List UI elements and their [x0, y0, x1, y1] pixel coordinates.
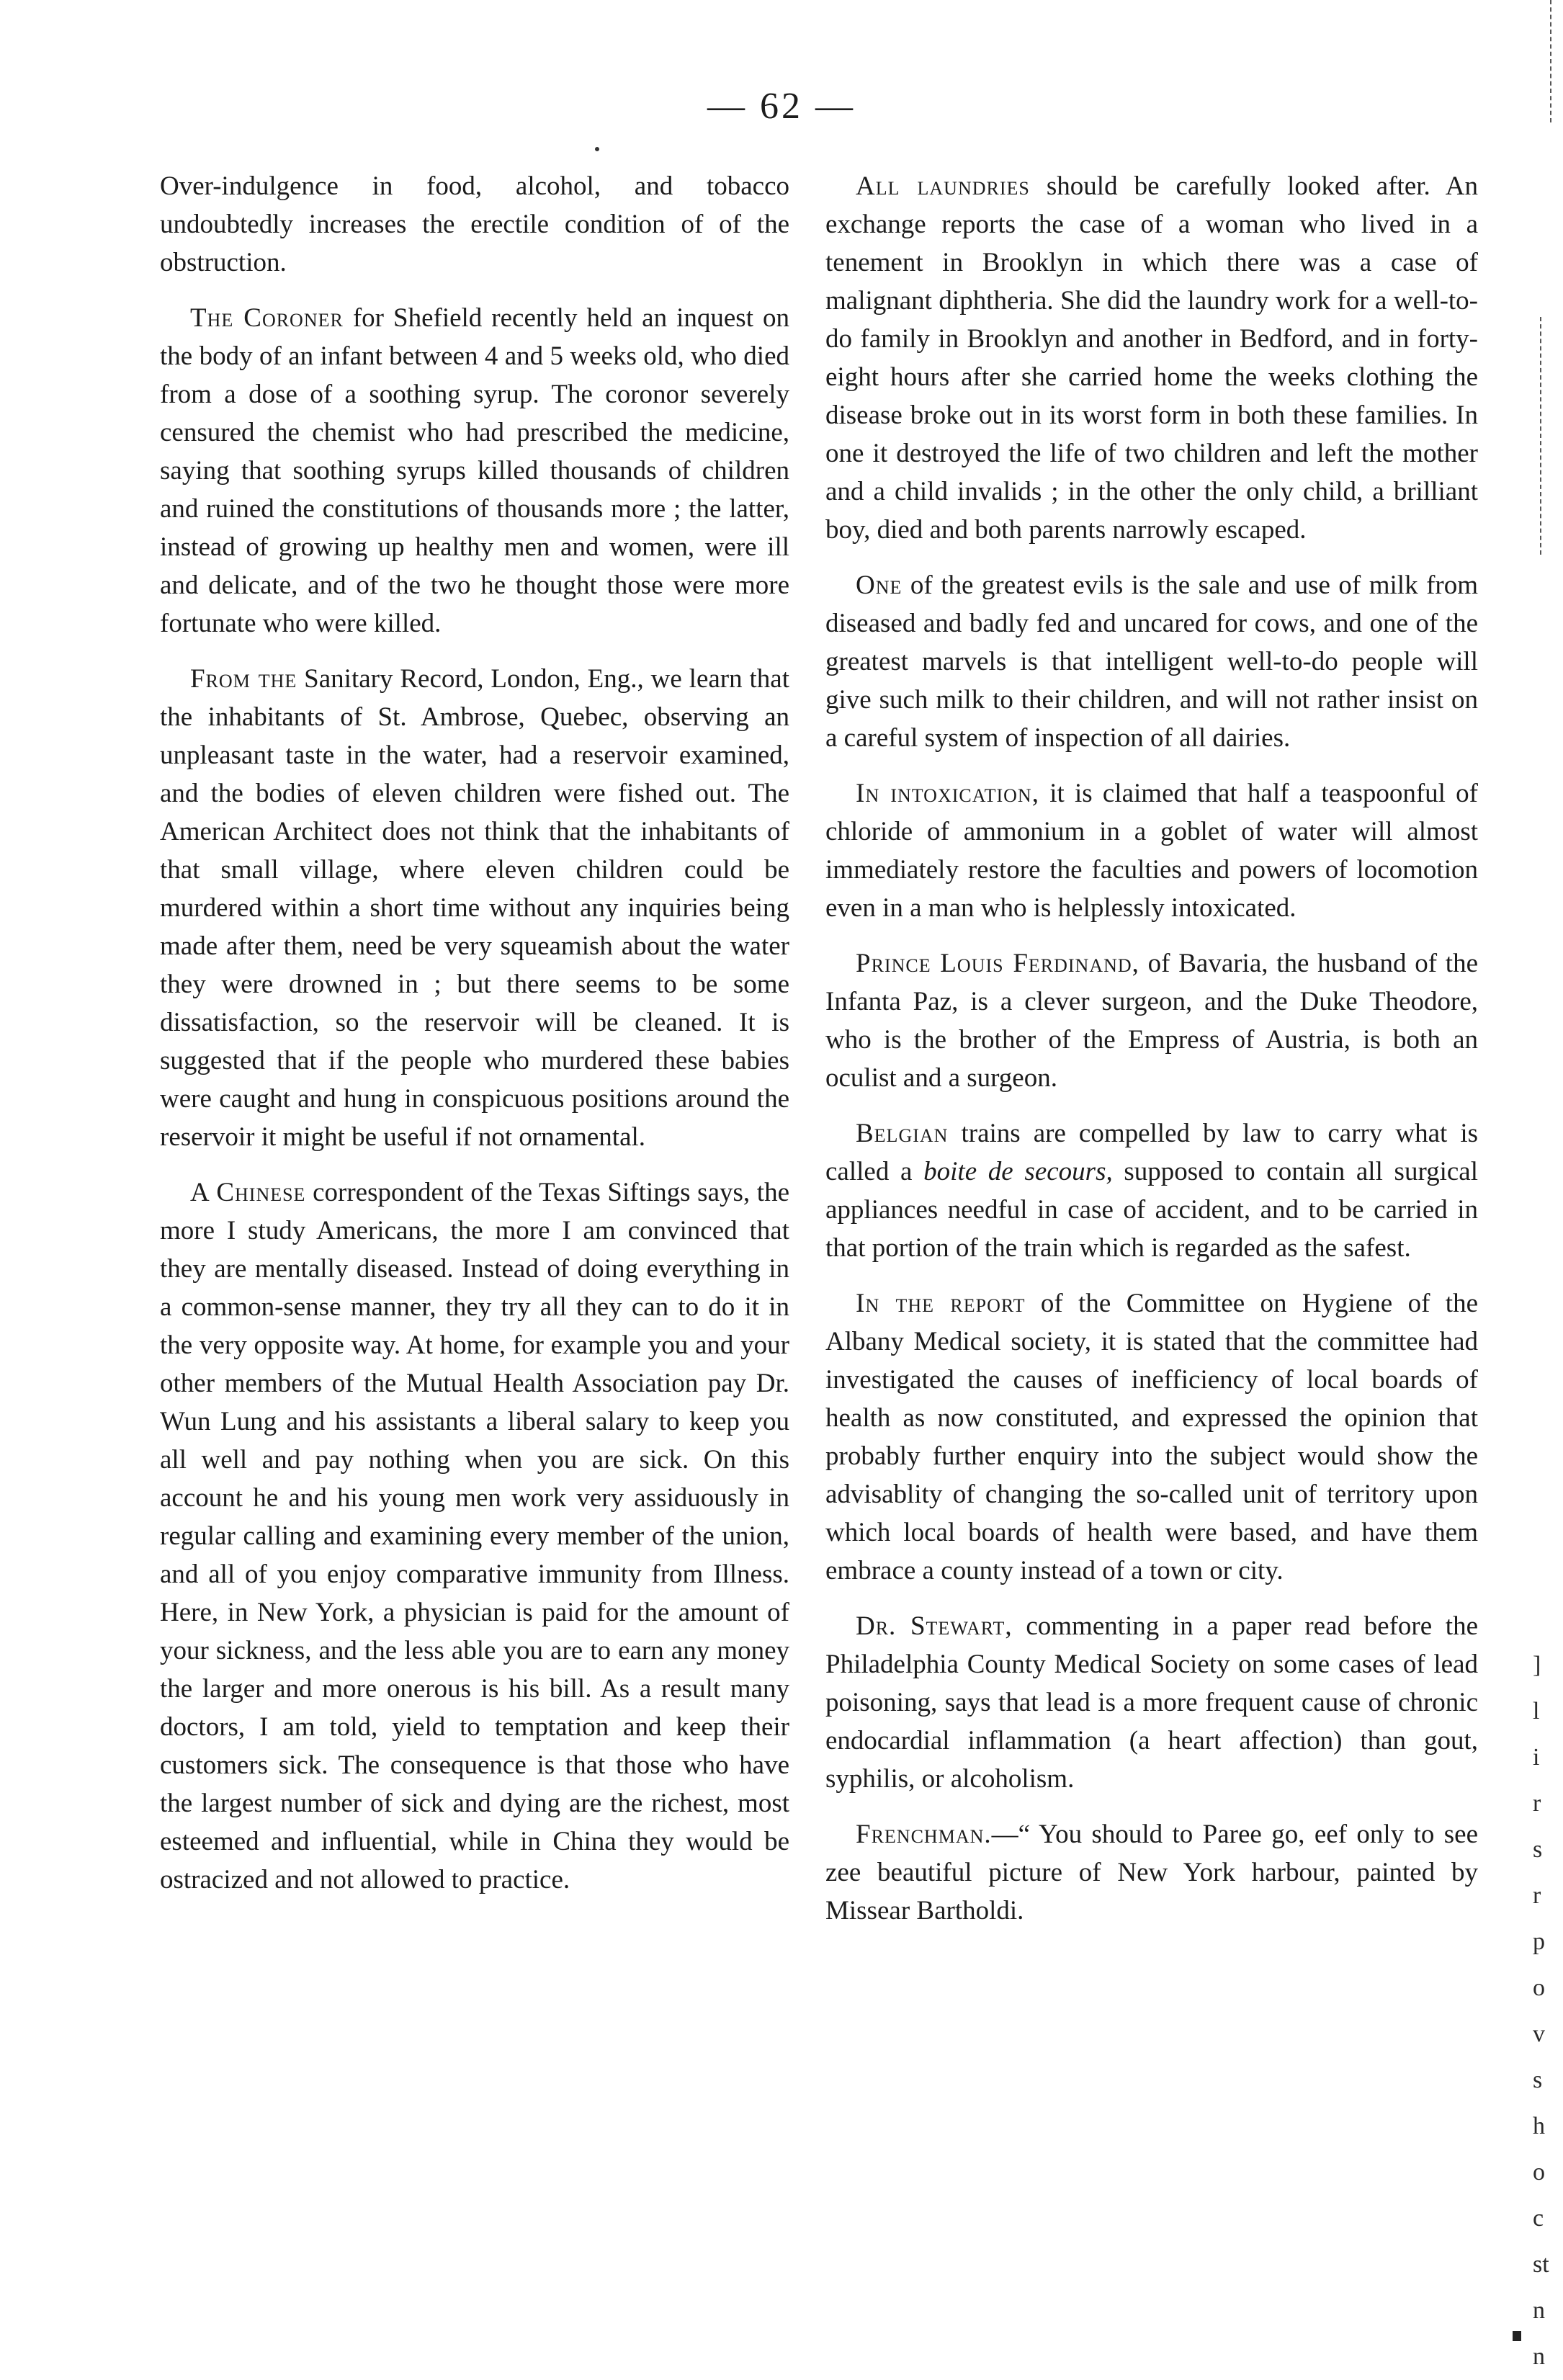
scan-edge-line	[1540, 317, 1541, 555]
paragraph: A Chinese correspondent of the Texas Siftings says, the more I study Americans, the more I am convinced that they are mentally diseased. Instead of doing everything in a common-sense manner, they try all they can to do it in the very opposite way. At home, for example you and your other members of the Mutual Health Association pay Dr. Wun Lung and his assistants a liberal salary to keep you all well and pay nothing when you are sick. On this account he and his young men work very assiduously in regular calling and examining every member of the union, and all of you enjoy comparative immunity from Illness. Here, in New York, a physician is paid for the amount of your sickness, and the less able you are to earn any money the larger and more onerous is his bill. As a result many doctors, I am told, yield to temptation and keep their customers sick. The consequence is that those who have the largest number of sick and dying are the richest, most esteemed and influential, while in China they would be ostracized and not allowed to practice.	[160, 1178, 790, 1894]
paragraph: All laundries should be carefully looked after. An exchange reports the case of a woman who lived in a tenement in Brooklyn in which there was a case of malignant diphtheria. She did the laundry work for a well-to-do family in Brooklyn and another in Bedford, and in forty-eight hours after she carried home the weeks clothing the disease broke out in its worst form in both these families. In one it destroyed the life of two children and left the mother and a child invalids ; in the other the only child, a brilliant boy, died and both parents narrowly escaped.	[825, 171, 1478, 545]
scan-mark	[1513, 2331, 1521, 2341]
paragraph: Over-indulgence in food, alcohol, and tobacco undoubtedly increases the erectile condition of of the obstruction.	[160, 171, 789, 277]
page-number: — 62 —	[707, 86, 856, 127]
paragraph: The Coroner for Shefield recently held an inquest on the body of an infant between 4 and 5 weeks old, who died from a dose of a soothing syrup. The coronor severely censured the chemist who had prescribed the medicine, saying that soothing syrups killed thousands of children and ruined the constitutions of thousands more ; the latter, instead of growing up healthy men and women, were ill and delicate, and of the two he thought those were more fortunate who were killed.	[160, 303, 789, 638]
paragraph: In intoxication, it is claimed that half a teaspoonful of chloride of ammonium in a goblet of water will almost immediately restore the faculties and powers of locomotion even in a man who is helplessly intoxicated.	[825, 779, 1479, 923]
left-column	[160, 167, 789, 1916]
scan-edge-line	[1550, 0, 1551, 122]
paragraph: One of the greatest evils is the sale and use of milk from diseased and badly fed and uncared for cows, and one of the greatest marvels is that intelligent well-to-do people will give such milk to their children, and will not rather insist on a careful system of inspection of all dairies.	[825, 571, 1478, 753]
paragraph: From the Sanitary Record, London, Eng., we learn that the inhabitants of St. Ambrose, Quebec, observing an unpleasant taste in the water, had a reservoir examined, and the bodies of eleven children were fished out. The American Architect does not think that the inhabitants of that small village, where eleven children could be murdered within a short time without any inquiries being made after them, need be very squeamish about the water they were drowned in ; but there seems to be some dissatisfaction, so the reservoir will be cleaned. It is suggested that if the people who murdered these babies were caught and hung in conspicuous positions around the reservoir it might be useful if not ornamental.	[160, 664, 790, 1152]
paragraph: Dr. Stewart, commenting in a paper read before the Philadelphia County Medical Society on some cases of lead poisoning, says that lead is a more frequent cause of chronic endocardial inflammation (a heart affection) than gout, syphilis, or alcoholism.	[825, 1611, 1479, 1794]
paragraph: Belgian trains are compelled by law to carry what is called a boite de secours, supposed to contain all surgical appliances needful in case of accident, and to be carried in that portion of the train which is regarded as the safest.	[825, 1119, 1479, 1263]
paragraph: Prince Louis Ferdinand, of Bavaria, the husband of the Infanta Paz, is a clever surgeon, and the Duke Theodore, who is the brother of the Empress of Austria, is both an oculist and a surgeon.	[825, 949, 1478, 1093]
right-column	[825, 167, 1478, 1947]
paragraph: In the report of the Committee on Hygiene of the Albany Medical society, it is stated that the committee had investigated the causes of inefficiency of local boards of health as now constituted, and expressed the opinion that probably further enquiry into the subject would show the advisablity of changing the so-called unit of territory upon which local boards of health were based, and have them embrace a county instead of a town or city.	[825, 1289, 1478, 1585]
adjacent-page-fragment: ] l i r s r p o v s h o c st n n	[1533, 1652, 1549, 2370]
print-speck	[595, 147, 599, 151]
paragraph: Frenchman.—“ You should to Paree go, eef only to see zee beautiful picture of New York harbour, painted by Missear Bartholdi.	[825, 1820, 1478, 1925]
